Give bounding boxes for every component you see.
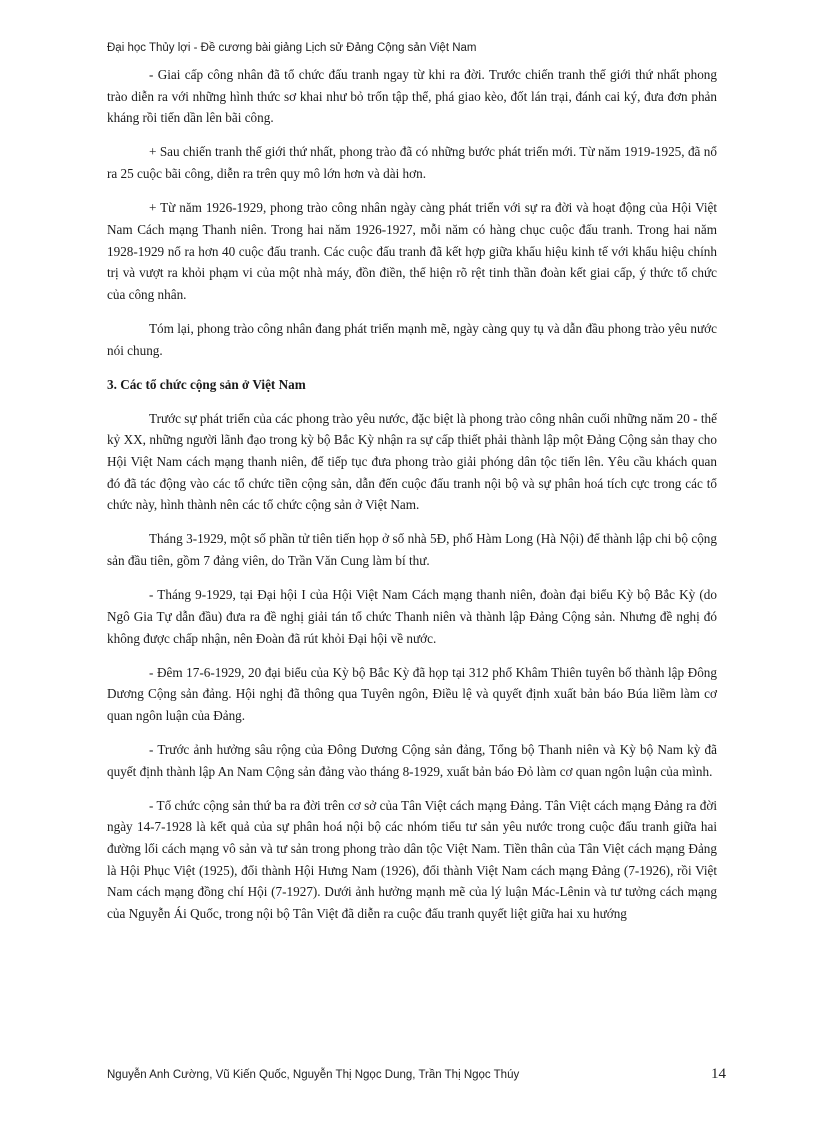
paragraph: - Tổ chức cộng sản thứ ba ra đời trên cơ sở của Tân Việt cách mạng Đảng. Tân Việt cách mạng Đảng ra đời ngày 14-7-1928 là kết quả của sự phân hoá nội bộ các nhóm tiểu tư sản yêu nước trong cuộc đấu tranh giữa hai đường lối cách mạng vô sản và tư sản trong phong trào dân tộc Việt Nam. Tiền thân của Tân Việt cách mạng Đảng là Hội Phục Việt (1925), đổi thành Hội Hưng Nam (1926), đổi thành Việt Nam cách mạng Đảng (7-1926), rồi Việt Nam cách mạng đồng chí Hội (7-1927). Dưới ảnh hưởng mạnh mẽ của lý luận Mác-Lênin và tư tưởng cách mạng của Nguyễn Ái Quốc, trong nội bộ Tân Việt đã diễn ra cuộc đấu tranh quyết liệt giữa hai xu hướng	[107, 797, 717, 922]
paragraph: + Sau chiến tranh thế giới thứ nhất, phong trào đã có những bước phát triển mới. Từ năm 1919-1925, đã nổ ra 25 cuộc bãi công, diễn ra trên quy mô lớn hơn và dài hơn.	[107, 144, 717, 182]
footer-authors: Nguyễn Anh Cường, Vũ Kiến Quốc, Nguyễn Thị Ngọc Dung, Trần Thị Ngọc Thúy	[107, 1069, 520, 1081]
paragraph: Trước sự phát triển của các phong trào yêu nước, đặc biệt là phong trào công nhân cuối những năm 20 - thế kỷ XX, những người lãnh đạo trong kỳ bộ Bắc Kỳ nhận ra sự cấp thiết phải thành lập một Đảng Cộng sản thay cho Hội Việt Nam cách mạng thanh niên, để tiếp tục đưa phong trào giải phóng dân tộc tiến lên. Yêu cầu khách quan đó đã tác động vào các tổ chức tiền cộng sản, dẫn đến cuộc đấu tranh nội bộ và sự phân hoá tích cực trong các tổ chức này, hình thành nên các tổ chức cộng sản ở Việt Nam.	[107, 410, 717, 513]
paragraph: - Giai cấp công nhân đã tổ chức đấu tranh ngay từ khi ra đời. Trước chiến tranh thế giới thứ nhất phong trào diễn ra với những hình thức sơ khai như bỏ trốn tập thể, phá giao kèo, đốt lán trại, đánh cai ký, đưa đơn phản kháng rồi tiến dần lên bãi công.	[107, 67, 717, 126]
paragraph: Tóm lại, phong trào công nhân đang phát triển mạnh mẽ, ngày càng quy tụ và dẫn đầu phong trào yêu nước nói chung.	[107, 320, 717, 358]
section-heading: 3. Các tổ chức cộng sản ở Việt Nam	[107, 376, 306, 392]
document-body	[107, 64, 717, 937]
paragraph: - Trước ảnh hưởng sâu rộng của Đông Dương Cộng sản đảng, Tổng bộ Thanh niên và Kỳ bộ Nam kỳ đã quyết định thành lập An Nam Cộng sản đảng vào tháng 8-1929, xuất bản báo Đỏ làm cơ quan ngôn luận của mình.	[107, 741, 717, 779]
paragraph: Tháng 3-1929, một số phần tử tiên tiến họp ở số nhà 5Đ, phố Hàm Long (Hà Nội) để thành lập chi bộ cộng sản đầu tiên, gồm 7 đảng viên, do Trần Văn Cung làm bí thư.	[107, 531, 717, 569]
paragraph: - Đêm 17-6-1929, 20 đại biểu của Kỳ bộ Bắc Kỳ đã họp tại 312 phố Khâm Thiên tuyên bố thành lập Đông Dương Cộng sản đảng. Hội nghị đã thông qua Tuyên ngôn, Điều lệ và quyết định xuất bản báo Búa liềm làm cơ quan ngôn luận của Đảng.	[107, 664, 717, 723]
paragraph: - Tháng 9-1929, tại Đại hội I của Hội Việt Nam Cách mạng thanh niên, đoàn đại biểu Kỳ bộ Bắc Kỳ (do Ngô Gia Tự dẫn đầu) đưa ra đề nghị giải tán tổ chức Thanh niên và thành lập Đảng Cộng sản. Nhưng đề nghị đó không được chấp nhận, nên Đoàn đã rút khỏi Đại hội về nước.	[107, 587, 717, 646]
page-number: 14	[711, 1066, 726, 1082]
paragraph: + Từ năm 1926-1929, phong trào công nhân ngày càng phát triển với sự ra đời và hoạt động của Hội Việt Nam Cách mạng Thanh niên. Trong hai năm 1926-1927, mỗi năm có hàng chục cuộc đấu tranh. Trong hai năm 1928-1929 nổ ra hơn 40 cuộc đấu tranh. Các cuộc đấu tranh đã kết hợp giữa khẩu hiệu kinh tế với khẩu hiệu chính trị và vượt ra khỏi phạm vi của một nhà máy, đồn điền, thể hiện rõ rệt tinh thần đoàn kết giai cấp, ý thức tổ chức của công nhân.	[107, 200, 717, 302]
running-header: Đại học Thủy lợi - Đề cương bài giảng Lịch sử Đảng Cộng sản Việt Nam	[107, 42, 477, 54]
